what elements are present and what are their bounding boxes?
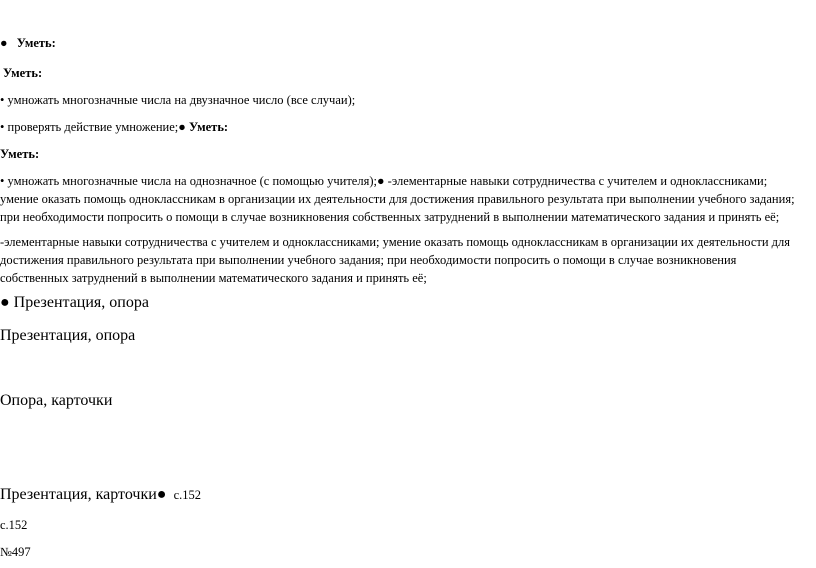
page-ref-2: с.152 bbox=[0, 518, 28, 532]
bullet-icon: ● bbox=[178, 120, 186, 134]
heading-umet-3: Уметь: bbox=[188, 120, 229, 134]
paragraph-cooperation-inline: -элементарные навыки сотрудничества с учителем и одноклассниками; умение оказать помощь одноклассникам в организации их деятельности для достижения правильного результата при выполнении учебного задания; при необходимости попросить о помощи в случае возникновения собственных затруднений в выполнении математического задания и принять её; bbox=[0, 174, 795, 224]
paragraph-one-digit-text: • умножать многозначные числа на однозначное (с помощью учителя); bbox=[0, 174, 377, 188]
task-number: №497 bbox=[0, 545, 31, 559]
presentation-cards-label: Презентация, карточки bbox=[0, 486, 157, 503]
bullet-icon: ● bbox=[156, 486, 167, 503]
bullet-icon: ● bbox=[0, 36, 8, 50]
line-multiply-two-digit: • умножать многозначные числа на двузначное число (все случаи); bbox=[0, 93, 356, 107]
bullet-umet-1 bbox=[0, 34, 56, 52]
bullet-icon: ● bbox=[376, 174, 385, 188]
heading-umet-1: Уметь: bbox=[16, 36, 56, 50]
bullet-icon: ● bbox=[0, 294, 10, 311]
bullet-presentation-support bbox=[0, 293, 149, 313]
presentation-support-label-2: Презентация, опора bbox=[0, 327, 136, 344]
support-cards-label: Опора, карточки bbox=[0, 392, 113, 409]
paragraph-cooperation: -элементарные навыки сотрудничества с учителем и одноклассниками; умение оказать помощь одноклассникам в организации их деятельности для достижения правильного результата при выполнении учебного задания; при необходимости попросить о помощи в случае возникновения собственных затруднений в выполнении математического задания и принять её; bbox=[0, 235, 791, 285]
line-check-text: • проверять действие умножение; bbox=[0, 120, 179, 134]
presentation-support-label-1: Презентация, опора bbox=[9, 294, 149, 311]
page-ref-1: с.152 bbox=[170, 488, 202, 502]
presentation-cards-line bbox=[0, 485, 201, 505]
line-check-multiplication bbox=[0, 118, 228, 136]
heading-umet-4: Уметь: bbox=[0, 147, 40, 161]
heading-umet-2: Уметь: bbox=[3, 66, 43, 80]
paragraph-one-digit bbox=[0, 172, 808, 226]
